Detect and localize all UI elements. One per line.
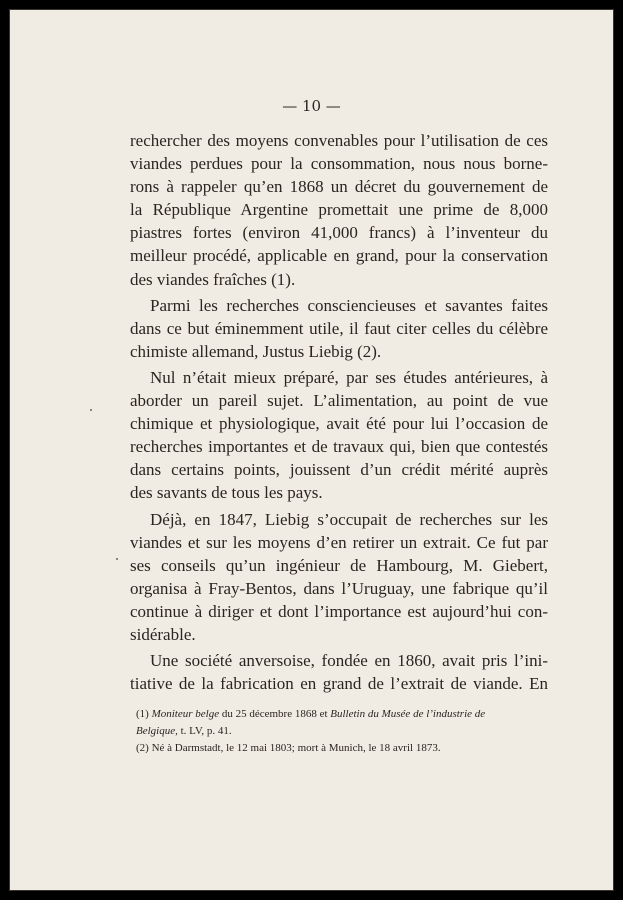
text-line: des viandes fraîches (1).	[130, 269, 296, 289]
text-line: rons à rappeler qu’en 1868 un décret du gouvernement de	[130, 177, 548, 197]
body-text	[130, 129, 548, 695]
text-line: piastres fortes (environ 41,000 francs) à l’inventeur du	[130, 223, 548, 243]
footnote-2	[136, 740, 548, 757]
text-line: recherches importantes et de travaux qui, bien que contestés	[130, 437, 548, 457]
footnotes	[136, 706, 548, 757]
text-line: Nul n’était mieux préparé, par ses études antérieures, à	[150, 367, 548, 387]
text-line: sidérable.	[130, 624, 196, 644]
text-line: meilleur procédé, applicable en grand, pour la conservation	[130, 246, 548, 266]
paragraph	[130, 508, 548, 647]
footnote-1	[136, 706, 548, 723]
text-line: la République Argentine promettait une prime de 8,000	[130, 200, 548, 220]
footnote-text: Né à Darmstadt, le 12 mai 1803; mort à Munich, le 18 avril 1873.	[151, 742, 441, 754]
footnote-marker: (2)	[136, 742, 149, 754]
footnote-1-continued	[136, 723, 548, 740]
text-line: chimique et physiologique, avait été pour lui l’occasion de	[130, 414, 548, 434]
text-line: dans certains points, jouissent d’un crédit mérité auprès	[130, 460, 548, 480]
paragraph	[130, 129, 548, 291]
text-line: organisa à Fray-Bentos, dans l’Uruguay, une fabrique qu’il	[130, 578, 548, 598]
text-line: chimiste allemand, Justus Liebig (2).	[130, 341, 382, 361]
paragraph	[130, 294, 548, 363]
book-page	[9, 9, 614, 891]
footnote-text: du 25 décembre 1868 et	[219, 708, 331, 720]
text-line: viandes perdues pour la consommation, nous nous borne-	[130, 154, 548, 174]
footnote-source: Belgique,	[136, 725, 178, 737]
paragraph	[130, 649, 548, 695]
footnote-marker: (1)	[136, 708, 149, 720]
paper-speck	[90, 409, 92, 411]
text-line: viandes et sur les moyens d’en retirer un extrait. Ce fut par	[130, 532, 548, 552]
paper-speck	[116, 558, 118, 560]
text-line: Parmi les recherches consciencieuses et savantes faites	[150, 295, 548, 315]
footnote-source: Moniteur belge	[151, 708, 220, 720]
text-line: aborder un pareil sujet. L’alimentation, au point de vue	[130, 391, 548, 411]
footnote-text: t. LV, p. 41.	[177, 725, 232, 737]
paragraph	[130, 366, 548, 505]
text-line: ses conseils qu’un ingénieur de Hambourg, M. Giebert,	[130, 555, 548, 575]
text-line: dans ce but éminemment utile, il faut citer celles du célèbre	[130, 318, 548, 338]
text-line: tiative de la fabrication en grand de l’extrait de viande. En	[130, 674, 548, 694]
text-line: rechercher des moyens convenables pour l’utilisation de ces	[130, 131, 548, 150]
footnote-source: Bulletin du Musée de l’industrie de	[330, 708, 486, 720]
page-number: — 10 —	[282, 97, 341, 115]
text-line: Une société anversoise, fondée en 1860, avait pris l’ini-	[150, 651, 548, 671]
text-line: Déjà, en 1847, Liebig s’occupait de recherches sur les	[150, 509, 548, 529]
text-line: des savants de tous les pays.	[130, 483, 323, 503]
text-line: continue à diriger et dont l’importance est aujourd’hui con-	[130, 601, 548, 621]
